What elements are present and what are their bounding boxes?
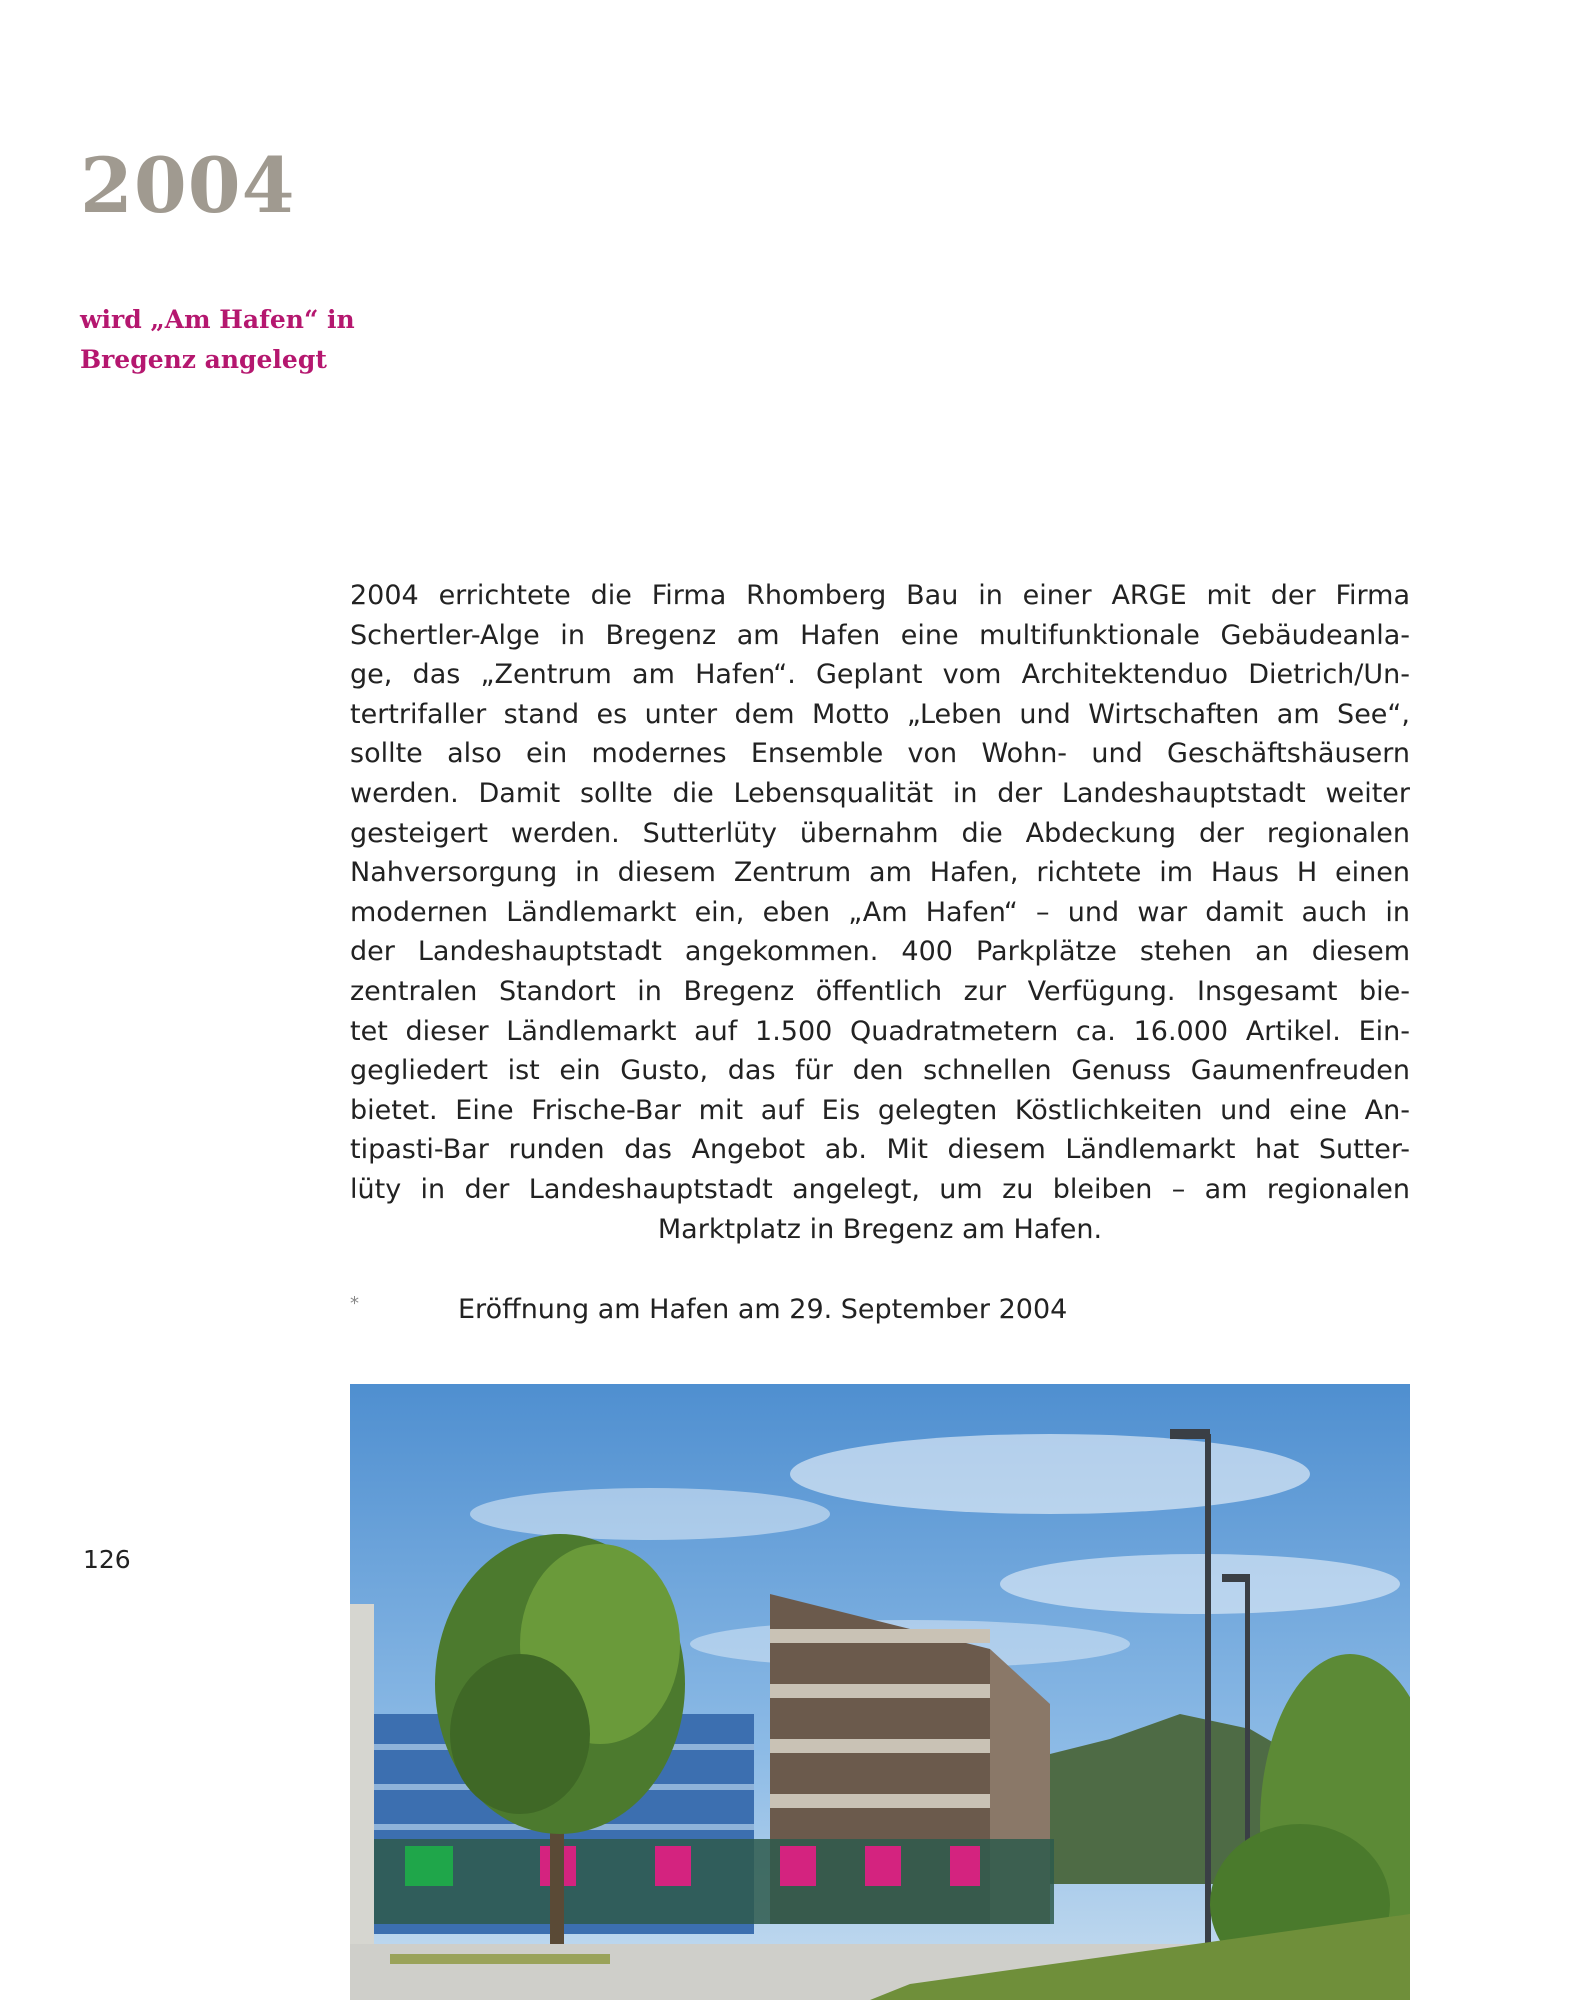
- body-text: [350, 576, 1410, 1249]
- body-line: tertrifaller stand es unter dem Motto „Leben und Wirtschaften am See“,: [350, 698, 1410, 730]
- body-line: 2004 errichtete die Firma Rhomberg Bau in einer ARGE mit der Firma: [350, 580, 1410, 611]
- body-line: gesteigert werden. Sutterlüty übernahm die Abdeckung der regionalen: [350, 817, 1410, 849]
- asterisk-icon: *: [350, 1293, 359, 1314]
- body-line: bietet. Eine Frische-Bar mit auf Eis gelegten Köstlichkeiten und eine An-: [350, 1094, 1410, 1126]
- body-line: der Landeshauptstadt angekommen. 400 Parkplätze stehen an diesem: [350, 936, 1410, 968]
- body-line: Schertler-Alge in Bregenz am Hafen eine multifunktionale Gebäudeanla-: [350, 619, 1410, 651]
- page-number: 126: [83, 1545, 131, 1574]
- subtitle-line: wird „Am Hafen“ in: [80, 305, 355, 334]
- body-line: zentralen Standort in Bregenz öffentlich zur Verfügung. Insgesamt bie-: [350, 975, 1410, 1007]
- chapter-subtitle: [80, 300, 355, 380]
- subtitle-line: Bregenz angelegt: [80, 345, 327, 374]
- building-photo: [350, 1384, 1410, 2000]
- body-line: lüty in der Landeshauptstadt angelegt, um zu bleiben – am regionalen: [350, 1173, 1410, 1205]
- body-line: werden. Damit sollte die Lebensqualität in der Landeshauptstadt weiter: [350, 777, 1410, 809]
- body-line: ge, das „Zentrum am Hafen“. Geplant vom Architektenduo Dietrich/Un-: [350, 659, 1410, 691]
- caption-text: Eröffnung am Hafen am 29. September 2004: [458, 1294, 1068, 1325]
- year-heading: 2004: [80, 141, 296, 230]
- body-line: Nahversorgung in diesem Zentrum am Hafen, richtete im Haus H einen: [350, 857, 1410, 889]
- body-line: gegliedert ist ein Gusto, das für den schnellen Genuss Gaumenfreuden: [350, 1055, 1410, 1087]
- body-line: modernen Ländlemarkt ein, eben „Am Hafen“ – und war damit auch in: [350, 896, 1410, 928]
- body-line: Marktplatz in Bregenz am Hafen.: [657, 1213, 1103, 1245]
- body-line: sollte also ein modernes Ensemble von Wohn- und Geschäftshäusern: [350, 738, 1410, 770]
- body-line: tet dieser Ländlemarkt auf 1.500 Quadratmetern ca. 16.000 Artikel. Ein-: [350, 1015, 1410, 1047]
- body-line: tipasti-Bar runden das Angebot ab. Mit diesem Ländlemarkt hat Sutter-: [350, 1134, 1410, 1166]
